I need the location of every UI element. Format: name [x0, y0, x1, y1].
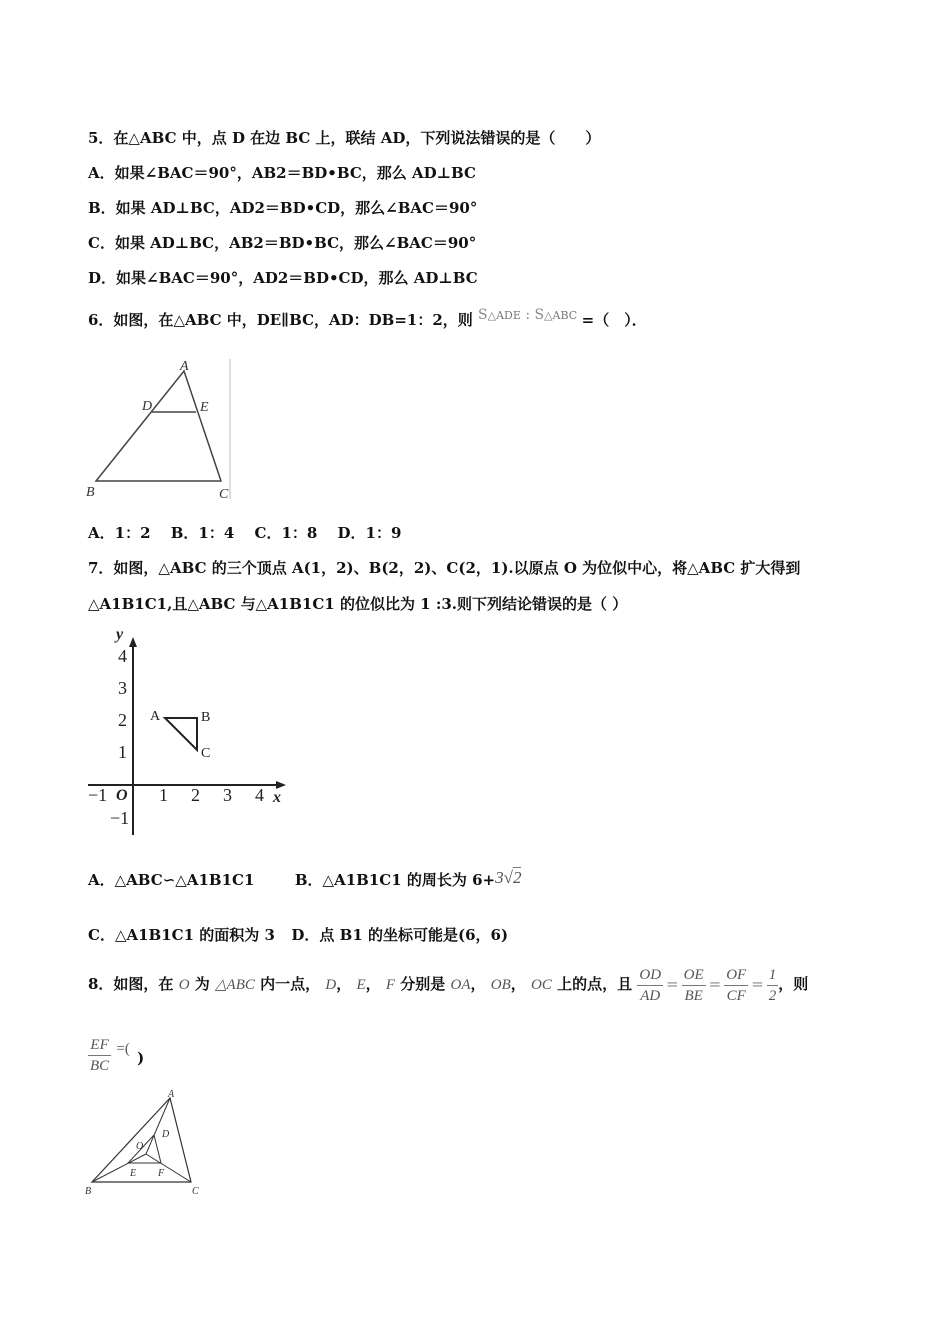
q8-label-c: C [192, 1186, 199, 1197]
q7-x-tick-neg1: −1 [88, 785, 108, 805]
q8-answer-close: ) [137, 1049, 145, 1067]
q6-label-d: D [142, 399, 153, 414]
q8-sep-2: ， [365, 975, 381, 993]
q5-option-a: A．如果∠BAC＝90°，AB2＝BD•BC，那么 AD⊥BC [88, 164, 476, 182]
q6-figure [84, 355, 234, 503]
q8-frac3-num: OF [724, 965, 748, 986]
q8-sep-4: ， [510, 975, 526, 993]
q7-y-tick-neg1: −1 [110, 808, 130, 828]
q7-option-d: D．点 B1 的坐标可能是(6，6) [291, 926, 509, 944]
q5-option-d: D．如果∠BAC＝90°，AD2＝BD•CD，那么 AD⊥BC [88, 269, 478, 287]
q8-stem [88, 962, 808, 1007]
q7-options-ab [88, 870, 521, 890]
q5-option-c: C．如果 AD⊥BC，AB2＝BD•BC，那么∠BAC＝90° [88, 234, 477, 252]
q7-y-label: y [116, 626, 124, 643]
q7-y-tick-1: 1 [118, 742, 127, 762]
q8-seg-oc: OC [531, 977, 552, 993]
q7-sqrt-radicand: 2 [512, 868, 522, 887]
q7-y-tick-2: 2 [118, 710, 127, 730]
q7-x-tick-1: 1 [159, 785, 168, 805]
q7-sqrt-coef: 3 [495, 868, 504, 887]
q8-stem-b: 为 [194, 975, 210, 993]
q8-frac2-den: BE [684, 987, 703, 1004]
q6-stem-text: 6．如图，在△ABC 中，DE∥BC，AD：DB=1：2，则 [88, 311, 473, 329]
q7-coordinate-figure [84, 625, 294, 840]
q6-triangle-abc [96, 371, 221, 481]
q8-sep-1: ， [336, 975, 352, 993]
q8-frac-od-ad [637, 965, 663, 1006]
q7-stem-line2: △A1B1C1,且△ABC 与△A1B1C1 的位似比为 1 :3.则下列结论错误的是（ ） [88, 595, 628, 613]
q8-answer-den: BC [90, 1057, 110, 1074]
q8-triangle-abc [92, 1098, 191, 1182]
q8-stem-d: 分别是 [400, 975, 446, 993]
q8-seg-oa [146, 1098, 170, 1154]
q8-point-o: O [178, 977, 190, 993]
q7-y-tick-3: 3 [118, 678, 127, 698]
q8-point-e: E [356, 977, 366, 993]
q6-label-c: C [219, 487, 229, 502]
q7-x-label: x [273, 789, 281, 806]
q8-frac-ef-bc [88, 1035, 111, 1076]
q7-stem-line1: 7．如图，△ABC 的三个顶点 A(1，2)、B(2，2)、C(2，1).以原点 O 为位似中心，将△ABC 扩大得到 [88, 559, 801, 577]
q7-option-a: A．△ABC∽△A1B1C1 [88, 871, 255, 889]
q7-x-arrow [276, 781, 286, 789]
q6-s1-sub: △ADE [487, 309, 521, 322]
q8-triangle: △ABC [215, 977, 255, 993]
q6-s-symbol-2: S [534, 307, 545, 323]
q5-option-b: B．如果 AD⊥BC，AD2＝BD•CD，那么∠BAC＝90° [88, 199, 478, 217]
q8-label-o: O [136, 1141, 144, 1152]
q8-answer-tail: =( [116, 1041, 130, 1057]
q8-answer [88, 1032, 144, 1077]
q7-point-c-label: C [201, 746, 211, 761]
q8-label-e: E [130, 1168, 137, 1179]
q6-label-e: E [200, 400, 209, 415]
q7-option-b-sqrt: 3√2 [495, 868, 522, 887]
q6-stem-tail: =（ ）． [581, 311, 647, 329]
q8-frac-of-cf [724, 965, 748, 1006]
q6-options: A．1：2 B．1：4 C．1：8 D．1：9 [88, 524, 402, 542]
q8-stem-e: 上的点，且 [557, 975, 633, 993]
q8-frac1-den: AD [640, 987, 661, 1004]
q8-frac2-num: OE [682, 965, 706, 986]
q8-seg-ob [92, 1154, 146, 1182]
q8-triangle-def [128, 1135, 161, 1163]
q8-stem-c: 内一点， [260, 975, 321, 993]
q7-x-tick-4: 4 [255, 785, 264, 805]
q7-origin-label: O [116, 787, 128, 804]
q7-x-tick-3: 3 [223, 785, 232, 805]
q8-frac-half [767, 965, 779, 1006]
q8-seg-ob: OB [490, 977, 511, 993]
q7-option-c: C．△A1B1C1 的面积为 3 [88, 926, 275, 944]
q8-frac4-den: 2 [768, 987, 777, 1004]
q8-seg-oa: OA [450, 977, 471, 993]
q6-s2-sub: △ABC [544, 309, 578, 322]
q7-y-arrow [129, 637, 137, 647]
q7-x-tick-2: 2 [191, 785, 200, 805]
q8-figure [84, 1086, 214, 1198]
q8-eq-2: = [708, 975, 722, 993]
q8-eq-1: = [666, 975, 679, 993]
q8-stem-f: ，则 [778, 975, 809, 993]
q7-point-b-label: B [201, 710, 211, 725]
q8-label-d: D [162, 1129, 170, 1140]
q7-point-a-label: A [150, 709, 161, 724]
q8-answer-num: EF [88, 1035, 111, 1056]
q8-frac-oe-be [682, 965, 706, 1006]
q8-label-a: A [168, 1089, 175, 1100]
q6-colon: : [525, 307, 531, 323]
q6-area-ratio [478, 307, 582, 323]
q5-stem: 5．在△ABC 中，点 D 在边 BC 上，联结 AD，下列说法错误的是（ ） [88, 129, 601, 147]
q8-label-f: F [158, 1168, 165, 1179]
q8-frac1-num: OD [637, 965, 663, 986]
q7-option-b: B．△A1B1C1 的周长为 6+ [294, 871, 496, 889]
q8-point-f: F [385, 977, 396, 993]
q8-frac4-num: 1 [767, 965, 779, 986]
q7-options-cd [88, 925, 508, 945]
q6-label-a: A [180, 359, 189, 374]
q6-stem [88, 307, 647, 332]
q8-eq-3: = [751, 975, 764, 993]
q8-sep-3: ， [470, 975, 486, 993]
q7-triangle-abc [165, 718, 197, 750]
q8-label-b: B [85, 1186, 92, 1197]
q6-s-symbol-1: S [478, 307, 488, 323]
q8-point-d: D [325, 977, 337, 993]
q8-seg-oc [146, 1154, 191, 1182]
q8-frac3-den: CF [726, 987, 746, 1004]
q6-label-b: B [86, 485, 95, 500]
q8-stem-a: 8．如图，在 [88, 975, 174, 993]
q7-y-tick-4: 4 [118, 646, 127, 666]
